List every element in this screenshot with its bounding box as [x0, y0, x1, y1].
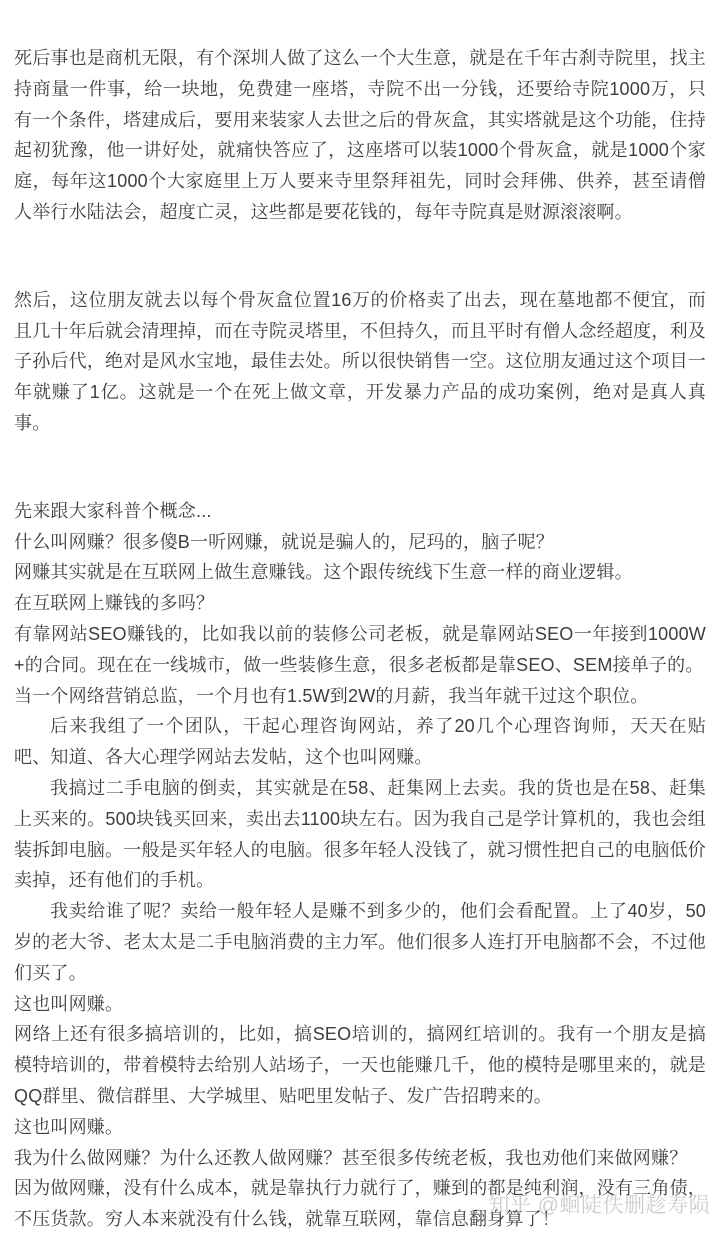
paragraph: 这也叫网赚。: [14, 1116, 124, 1137]
paragraph: 在互联网上赚钱的多吗？: [14, 593, 215, 614]
paragraph: 我搞过二手电脑的倒卖，其实就是在58、赶集网上去卖。我的货也是在58、赶集上买来的。500块钱买回来，卖出去1100块左右。因为我自己是学计算机的，我也会组装拆卸电脑。一般是买年轻人的电脑。很多年轻人没钱了，就习惯性把自己的电脑低价卖掉，还有他们的手机。: [14, 777, 706, 891]
paragraph: 网赚其实就是在互联网上做生意赚钱。这个跟传统线下生意一样的商业逻辑。: [14, 562, 633, 583]
paragraph: 我卖给谁了呢？卖给一般年轻人是赚不到多少的，他们会看配置。上了40岁，50岁的老大爷、老太太是二手电脑消费的主力军。他们很多人连打开电脑都不会，不过他们买了。: [14, 901, 706, 983]
paragraph: 死后事也是商机无限，有个深圳人做了这么一个大生意，就是在千年古刹寺院里，找主持商量一件事，给一块地，免费建一座塔，寺院不出一分钱，还要给寺院1000万，只有一个条件，塔建成后，要用来装家人去世之后的骨灰盒，其实塔就是这个功能，住持起初犹豫，他一讲好处，就痛快答应了，这座塔可以装1000个骨灰盒，就是1000个家庭，每年这1000个大家庭里上万人要来寺里祭拜祖先，同时会拜佛、供养，甚至请僧人举行水陆法会，超度亡灵，这些都是要花钱的，每年寺院真是财源滚滚啊。: [14, 48, 706, 222]
paragraph: 有靠网站SEO赚钱的，比如我以前的装修公司老板，就是靠网站SEO一年接到1000W+的合同。现在在一线城市，做一些装修生意，很多老板都是靠SEO、SEM接单子的。: [14, 623, 706, 675]
paragraph: 这也叫网赚。: [14, 993, 124, 1014]
paragraph: 然后，这位朋友就去以每个骨灰盒位置16万的价格卖了出去，现在墓地都不便宜，而且几十年后就会清理掉，而在寺院灵塔里，不但持久，而且平时有僧人念经超度，利及子孙后代，绝对是风水宝地，最佳去处。所以很快销售一空。这位朋友通过这个项目一年就赚了1亿。这就是一个在死上做文章，开发暴力产品的成功案例，绝对是真人真事。: [14, 289, 706, 433]
paragraph: 先来跟大家科普个概念...: [14, 500, 212, 521]
zhihu-watermark: 知乎 @蛔陡佚删趁寿陨: [488, 1194, 710, 1217]
paragraph: 什么叫网赚？很多傻B一听网赚，就说是骗人的，尼玛的，脑子呢？: [14, 531, 555, 552]
paragraph: 因为做网赚，没有什么成本，就是靠执行力就行了，赚到的都是纯利润，没有三角债，不压货款。穷人本来就没有什么钱，就靠互联网，靠信息翻身算了！: [14, 1178, 706, 1230]
paragraph: 当一个网络营销总监，一个月也有1.5W到2W的月薪，我当年就干过这个职位。: [14, 685, 649, 706]
paragraph: 我为什么做网赚？为什么还教人做网赚？甚至很多传统老板，我也劝他们来做网赚？: [14, 1147, 688, 1168]
paragraph: 网络上还有很多搞培训的，比如，搞SEO培训的，搞网红培训的。我有一个朋友是搞模特培训的，带着模特去给别人站场子，一天也能赚几千，他的模特是哪里来的，就是QQ群里、微信群里、大学城里、贴吧里发帖子、发广告招聘来的。: [14, 1024, 706, 1106]
paragraph: 后来我组了一个团队，干起心理咨询网站，养了20几个心理咨询师，天天在贴吧、知道、各大心理学网站去发帖，这个也叫网赚。: [14, 716, 706, 768]
